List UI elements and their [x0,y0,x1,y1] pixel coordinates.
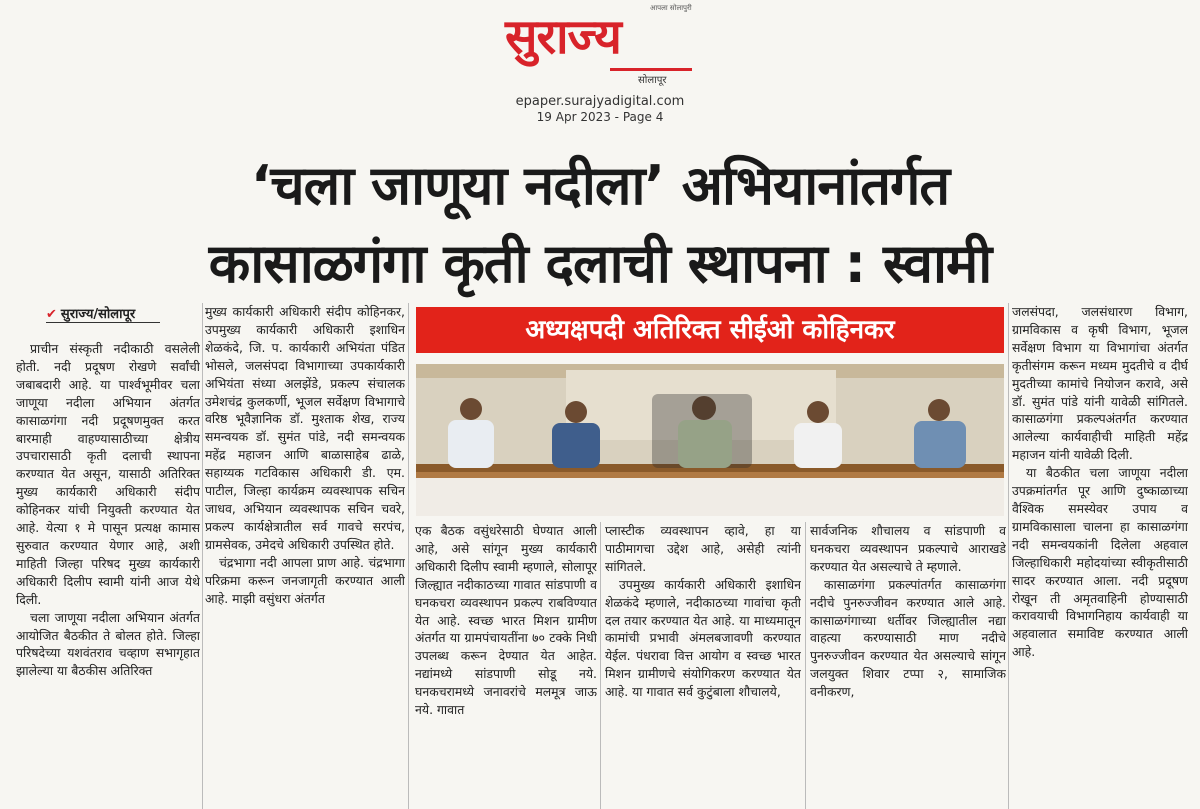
newspaper-logo: सुराज्य [505,9,621,65]
byline-underline [46,322,160,323]
paragraph: चंद्रभागा नदी आपला प्राण आहे. चंद्रभागा परिक्रमा करून जनजागृती करण्यात आली आहे. माझी वसुंधरा अंतर्गत [205,554,405,606]
column-divider [805,522,806,809]
article-column-5 [810,522,1006,809]
checkmark-icon: ✔ [46,307,57,322]
article-column-6 [1012,303,1188,809]
headline-line-2: कासाळगंगा कृती दलाची स्थापना : स्वामी [208,232,992,295]
paragraph: चला जाणूया नदीला अभियान अंतर्गत आयोजित बैठकीत ते बोलत होते. जिल्हा परिषदेच्या यशवंतराव चव्हाण सभागृहात झालेल्या या बैठकीस अतिरिक्त [16,609,200,679]
paragraph: सार्वजनिक शौचालय व सांडपाणी व घनकचरा व्यवस्थापन प्रकल्पाचे आराखडे करण्यात येत असल्याचे ते म्हणाले. [810,523,1006,574]
masthead [0,0,1200,140]
paragraph: प्राचीन संस्कृती नदीकाठी वसलेली होती. नदी प्रदूषण रोखणे सर्वांची जबाबदारी आहे. या पार्श्वभूमीवर चला जाणूया नदीला अभियान अंतर्गत कासाळगंगा नदी प्रदूषणमुक्त करत बारमाही वाहण्यासाठीच्या क्षेत्रीय उपचारासाठी कृती दलाची स्थापना करण्यात येत असून, यासाठी अतिरिक्त मुख्य कार्यकारी अधिकारी संदीप कोहिनकर यांची नियुक्ती करण्यात येत आहे. येत्या १ मे पासून प्रत्यक्ष कामास सुरुवात करण्यात येणार आहे, अशी माहिती जिल्हा परिषद मुख्य कार्यकारी अधिकारी दिलीप स्वामी यांनी आज येथे दिली. [16,341,200,607]
byline [46,304,135,322]
paragraph: एक बैठक वसुंधरेसाठी घेण्यात आली आहे, असे सांगून मुख्य कार्यकारी अधिकारी दिलीप स्वामी म्हणाले, सोलापूर जिल्ह्यात नदीकाठच्या गावात सांडपाणी व घनकचरा व्यवस्थापन प्रकल्प राबविण्यात येत आहे. स्वच्छ भारत मिशन ग्रामीण अंतर्गत या ग्रामपंचायतींना ७० टक्के निधी उपलब्ध करून देण्यात येत आहेत. नद्यांमध्ये सांडपाणी सोडू नये. घनकचरामध्ये जनावरांचे मलमूत्र जाऊ नये. गावात [415,523,597,718]
column-divider [408,303,409,809]
logo-underline [610,68,692,71]
paragraph: कासाळगंगा प्रकल्पांतर्गत कासाळगंगा नदीचे पुनरुज्जीवन करण्यात आले आहे. कासाळगंगाच्या धर्तीवर जिल्ह्यातील नद्या वाहत्या करण्यासाठी माण नदीचे पुनरुज्जीवन करण्यात येत असल्याचे सांगून जलयुक्त शिवार टप्पा २, सामाजिक वनीकरण, [810,576,1006,700]
column-divider [1008,303,1009,809]
paragraph: मुख्य कार्यकारी अधिकारी संदीप कोहिनकर, उपमुख्य कार्यकारी अधिकारी इशाधिन शेळकंदे, जि. प. कार्यकारी अभियंता पंडित भोसले, जलसंपदा विभागाच्या उपकार्यकारी अभियंता संध्या अलझेंडे, प्रकल्प संचालक उमेशचंद्र कुलकर्णी, भूजल सर्वेक्षण विभागाचे वरिष्ठ भूवैज्ञानिक डॉ. मुश्ताक शेख, राज्य समन्वयक डॉ. सुमंत पांडे, नदी समन्वयक महेंद्र महाजन आणि बाळासाहेब ढाळे, सहाय्यक गटविकास अधिकारी डी. एम. पाटील, जिल्हा कार्यक्रम व्यवस्थापक सचिन जाधव, अभियान व्यवस्थापक सचिन चवरे, प्रकल्प कार्यक्षेत्रातील सर्व गावचे सरपंच, ग्रामसेवक, उमेदचे अधिकारी उपस्थित होते. [205,304,405,552]
column-divider [202,303,203,809]
article-column-4 [605,522,801,809]
date-page: 19 Apr 2023 - Page 4 [536,110,664,124]
headline-line-1: ‘चला जाणूया नदीला’ अभियानांतर्गत [250,154,950,217]
paragraph: या बैठकीत चला जाणूया नदीला उपक्रमांतर्गत पूर आणि दुष्काळाच्या वैश्विक समस्येवर उपाय व ग्रामविकासाला चालना हा कासाळगंगा नदी समन्वयकांनी दिलेला अहवाल जिल्हाधिकारी महोदयांच्या स्वीकृतीसाठी सादर करण्यात आला. नदी प्रदूषण रोखून ती अमृतवाहिनी होण्यासाठी करावयाची विभागनिहाय कार्यवाही या अहवालात समाविष्ट करण्यात आली आहे. [1012,465,1188,660]
paragraph: उपमुख्य कार्यकारी अधिकारी इशाधिन शेळकंदे म्हणाले, नदीकाठच्या गावांचा कृती दल तयार करण्यात येत आहे. या माध्यमातून कामांची प्रभावी अंमलबजावणी करण्यात येईल. पंधरावा वित्त आयोग व स्वच्छ भारत मिशन ग्रामीणचे संयोगिकरण करण्यात येत आहे. या गावात सर्व कुटुंबाला शौचालये, [605,576,801,700]
article-column-2 [205,303,405,809]
article-column-1 [16,340,200,809]
paragraph: प्लास्टीक व्यवस्थापन व्हावे, हा या पाठीमागचा उद्देश आहे, असेही त्यांनी सांगितले. [605,523,801,574]
masthead-tagline: आपला सोलापुरी [650,4,692,12]
article-column-3 [415,522,597,809]
meeting-photo [416,364,1004,516]
site-url: epaper.surajyadigital.com [515,94,685,109]
subheading-banner: अध्यक्षपदी अतिरिक्त सीईओ कोहिनकर [416,307,1004,353]
logo-city: सोलापूर [638,75,667,86]
paragraph: जलसंपदा, जलसंधारण विभाग, ग्रामविकास व कृषी विभाग, भूजल सर्वेक्षण विभाग या विभागांचा अंतर्गत कृतीसंगम करून मध्यम मुदतीचे व दीर्घ मुदतीच्या कामांचे नियोजन करावे, असे डॉ. सुमंत पांडे यांनी यावेळी सांगितले. कासाळगंगा प्रकल्पअंतर्गत करण्यात आलेल्या कार्यवाहीची माहिती महेंद्र महाजन यांनी यावेळी दिली. [1012,304,1188,463]
column-divider [600,522,601,809]
byline-text: सुराज्य/सोलापूर [60,307,136,322]
